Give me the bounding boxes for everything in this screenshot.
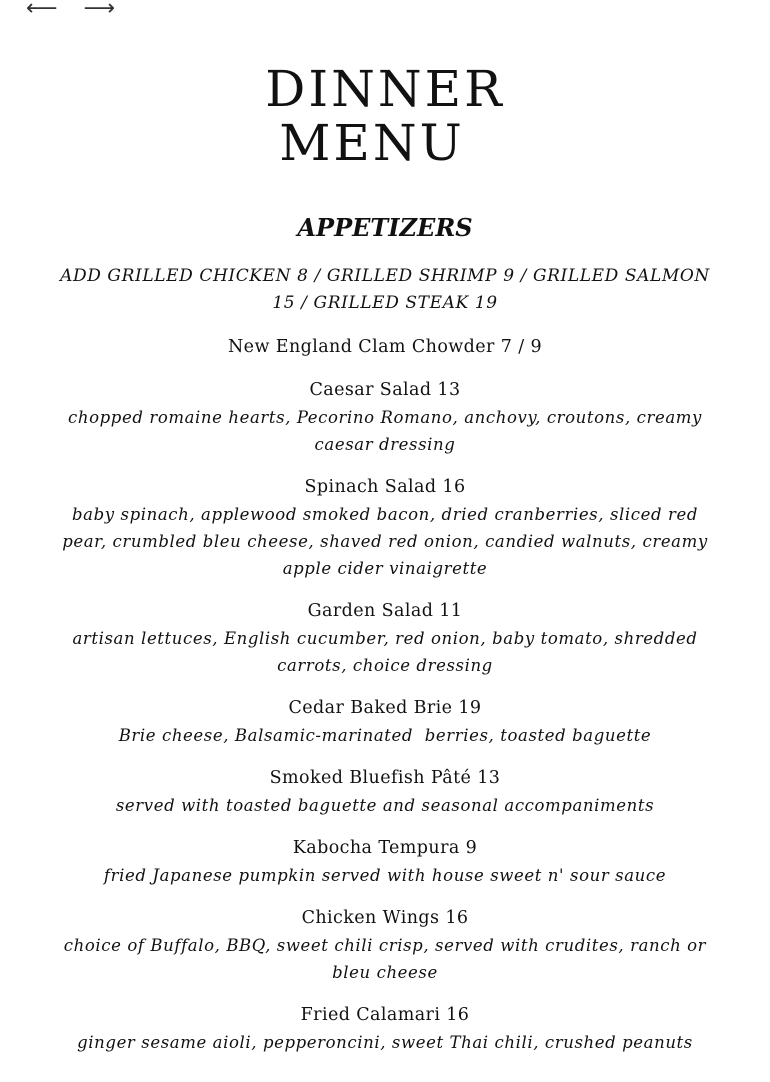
menu-item-name: Spinach Salad 16	[304, 477, 466, 497]
menu-title-line-2: MENU	[279, 114, 465, 172]
page-navigation	[26, 0, 115, 20]
menu-item-name: Cedar Baked Brie 19	[288, 698, 482, 718]
menu-item	[55, 598, 715, 679]
menu-item-name: Fried Calamari 16	[300, 1005, 470, 1025]
menu-title-line-1: DINNER	[265, 60, 505, 118]
menu-item-name: Chicken Wings 16	[301, 908, 469, 928]
add-protein-options: ADD GRILLED CHICKEN 8 / GRILLED SHRIMP 9 / GRILLED SALMON 15 / GRILLED STEAK 19	[60, 266, 710, 313]
menu-item	[55, 835, 715, 889]
menu-item-name: New England Clam Chowder 7 / 9	[227, 337, 543, 357]
menu-item-description: served with toasted baguette and seasonal accompaniments	[115, 796, 655, 815]
menu-item-name: Smoked Bluefish Pâté 13	[269, 768, 501, 788]
menu-item-description: chopped romaine hearts, Pecorino Romano, anchovy, croutons, creamy caesar dressing	[68, 408, 702, 454]
menu-item	[55, 765, 715, 819]
menu-item-name: Caesar Salad 13	[309, 380, 461, 400]
menu-title	[0, 62, 770, 170]
menu-item	[55, 905, 715, 986]
menu-item	[55, 334, 715, 361]
menu-item-description: fried Japanese pumpkin served with house sweet n' sour sauce	[103, 866, 667, 885]
menu-item	[55, 695, 715, 749]
menu-item	[55, 377, 715, 458]
menu-item	[55, 474, 715, 582]
menu-item-description: Brie cheese, Balsamic-marinated berries, toasted baguette	[118, 726, 652, 745]
menu-item-description: artisan lettuces, English cucumber, red onion, baby tomato, shredded carrots, choice dressing	[72, 629, 698, 675]
back-arrow-icon[interactable]: ⟵	[26, 0, 58, 21]
menu-item	[55, 1002, 715, 1056]
menu-item-description: choice of Buffalo, BBQ, sweet chili crisp, served with crudites, ranch or bleu cheese	[63, 936, 707, 982]
forward-arrow-icon[interactable]: ⟶	[83, 0, 116, 21]
menu-item-name: Kabocha Tempura 9	[292, 838, 478, 858]
menu-item-name: Garden Salad 11	[307, 601, 463, 621]
menu-item-description: ginger sesame aioli, pepperoncini, sweet Thai chili, crushed peanuts	[77, 1033, 693, 1052]
menu-item-description: baby spinach, applewood smoked bacon, dried cranberries, sliced red pear, crumbled bleu cheese, shaved red onion, candied walnuts, creamy apple cider vinaigrette	[62, 505, 708, 578]
menu-item-list	[55, 334, 715, 1072]
section-heading-appetizers: APPETIZERS	[297, 213, 473, 242]
